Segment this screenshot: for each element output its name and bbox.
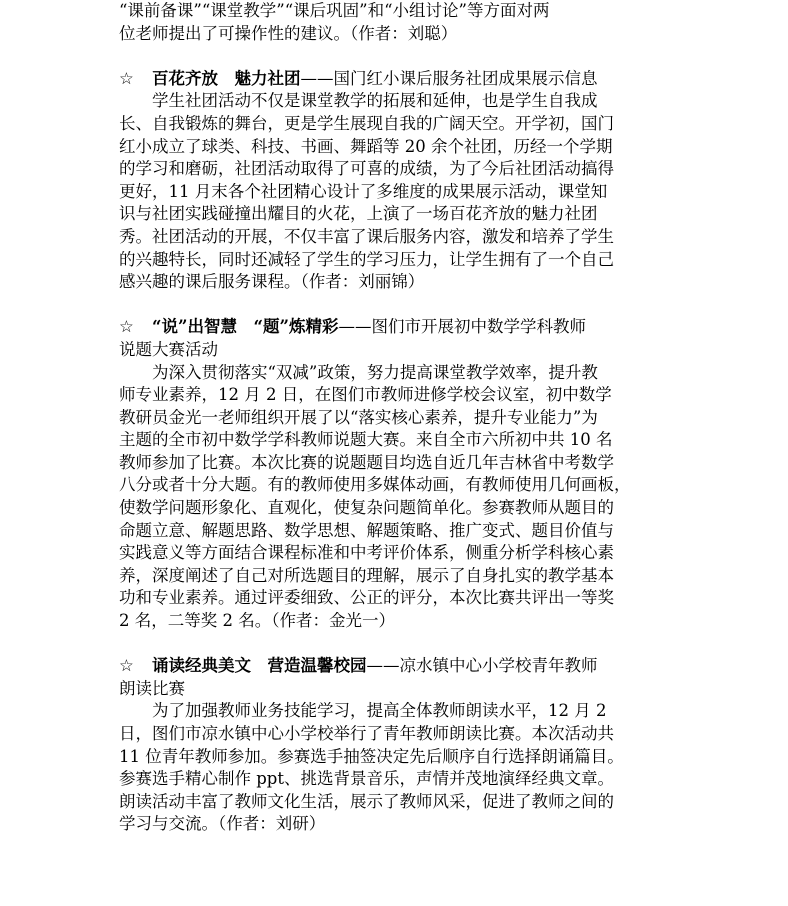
section-title-subtitle: ——国门红小课后服务社团成果展示信息 [300,68,598,88]
star-icon: ☆ [119,317,134,337]
star-icon: ☆ [119,68,134,88]
section-heading [119,68,674,91]
section-heading-continued: 朗读比赛 [119,678,185,698]
text-line: 功和专业素养。通过评委细致、公正的评分，本次比赛共评出一等奖 [119,588,614,608]
section-heading [119,655,674,678]
text-line: 养，深度阐述了自己对所选题目的理解，展示了自身扎实的教学基本 [119,565,614,585]
text-line: 使数学问题形象化、直观化，使复杂问题简单化。参赛教师从题目的 [119,498,614,518]
section-heading [119,316,674,339]
text-line: 教师参加了比赛。本次比赛的说题题目均选自近几年吉林省中考数学 [119,452,614,472]
text-line: 11 位青年教师参加。参赛选手抽签决定先后顺序自行选择朗诵篇目。 [119,746,624,766]
section-heading-continued: 说题大赛活动 [119,339,218,359]
section-title-bold: “说”出智慧 “题”炼精彩 [152,317,339,337]
text-line: 实践意义等方面结合课程标准和中考评价体系，侧重分析学科核心素 [119,543,614,563]
text-line: 师专业素养，12 月 2 日，在图们市教师进修学校会议室，初中数学 [119,385,612,405]
text-line: 的兴趣特长，同时还减轻了学生的学习压力，让学生拥有了一个自己 [119,249,614,269]
section-gap [119,633,674,656]
text-line: 红小成立了球类、科技、书画、舞蹈等 20 余个社团，历经一个学期 [119,136,613,156]
section-gap [119,45,674,68]
intro-paragraph [119,0,674,45]
text-line: 2 名，二等奖 2 名。（作者：金光一） [119,611,395,631]
text-line: 参赛选手精心制作 ppt、挑选背景音乐，声情并茂地演绎经典文章。 [119,769,614,789]
text-line: “课前备课”“课堂教学”“课后巩固”和“小组讨论”等方面对两 [119,1,550,20]
text-line: 日，图们市凉水镇中心小学校举行了青年教师朗读比赛。本次活动共 [119,724,614,743]
text-line: 的学习和磨砺，社团活动取得了可喜的成绩，为了今后社团活动搞得 [119,159,614,179]
section-title-bold: 百花齐放 魅力社团 [152,68,301,88]
section-title-subtitle: ——凉水镇中心小学校青年教师 [366,656,598,676]
text-line: 教研员金光一老师组织开展了以“落实核心素养，提升专业能力”为 [119,407,598,427]
star-icon: ☆ [119,656,134,676]
text-line: 感兴趣的课后服务课程。（作者：刘丽锦） [119,272,425,292]
section-title-bold: 诵读经典美文 营造温馨校园 [152,656,367,676]
text-line: 八分或者十分大题。有的教师使用多媒体动画，有教师使用几何画板， [119,475,631,495]
text-line: 学生社团活动不仅是课堂教学的拓展和延伸，也是学生自我成 [152,91,598,111]
text-line: 长、自我锻炼的舞台，更是学生展现自我的广阔天空。开学初，国门 [119,113,614,133]
text-line: 秀。社团活动的开展，不仅丰富了课后服务内容，激发和培养了学生 [119,226,614,246]
document-page [119,0,674,836]
article-section-shuoti [119,316,674,632]
section-gap [119,294,674,317]
text-line: 命题立意、解题思路、数学思想、解题策略、推广变式、题目价值与 [119,520,614,540]
text-line: 朗读活动丰富了教师文化生活，展示了教师风采，促进了教师之间的 [119,791,614,811]
section-title-subtitle: ——图们市开展初中数学学科教师 [338,317,586,337]
article-section-shetuan [119,68,674,294]
text-line: 为深入贯彻落实“双减”政策，努力提高课堂教学效率，提升教 [152,362,598,382]
text-line: 为了加强教师业务技能学习，提高全体教师朗读水平，12 月 2 [152,701,607,721]
text-line: 识与社团实践碰撞出耀目的火花，上演了一场百花齐放的魅力社团 [119,204,598,224]
text-line: 主题的全市初中数学学科教师说题大赛。来自全市六所初中共 10 名 [119,430,613,450]
article-section-langdu [119,655,674,836]
text-line: 学习与交流。（作者：刘研） [119,814,326,834]
text-line: 更好，11 月末各个社团精心设计了多维度的成果展示活动，课堂知 [119,181,608,201]
text-line: 位老师提出了可操作性的建议。（作者：刘聪） [119,23,458,43]
